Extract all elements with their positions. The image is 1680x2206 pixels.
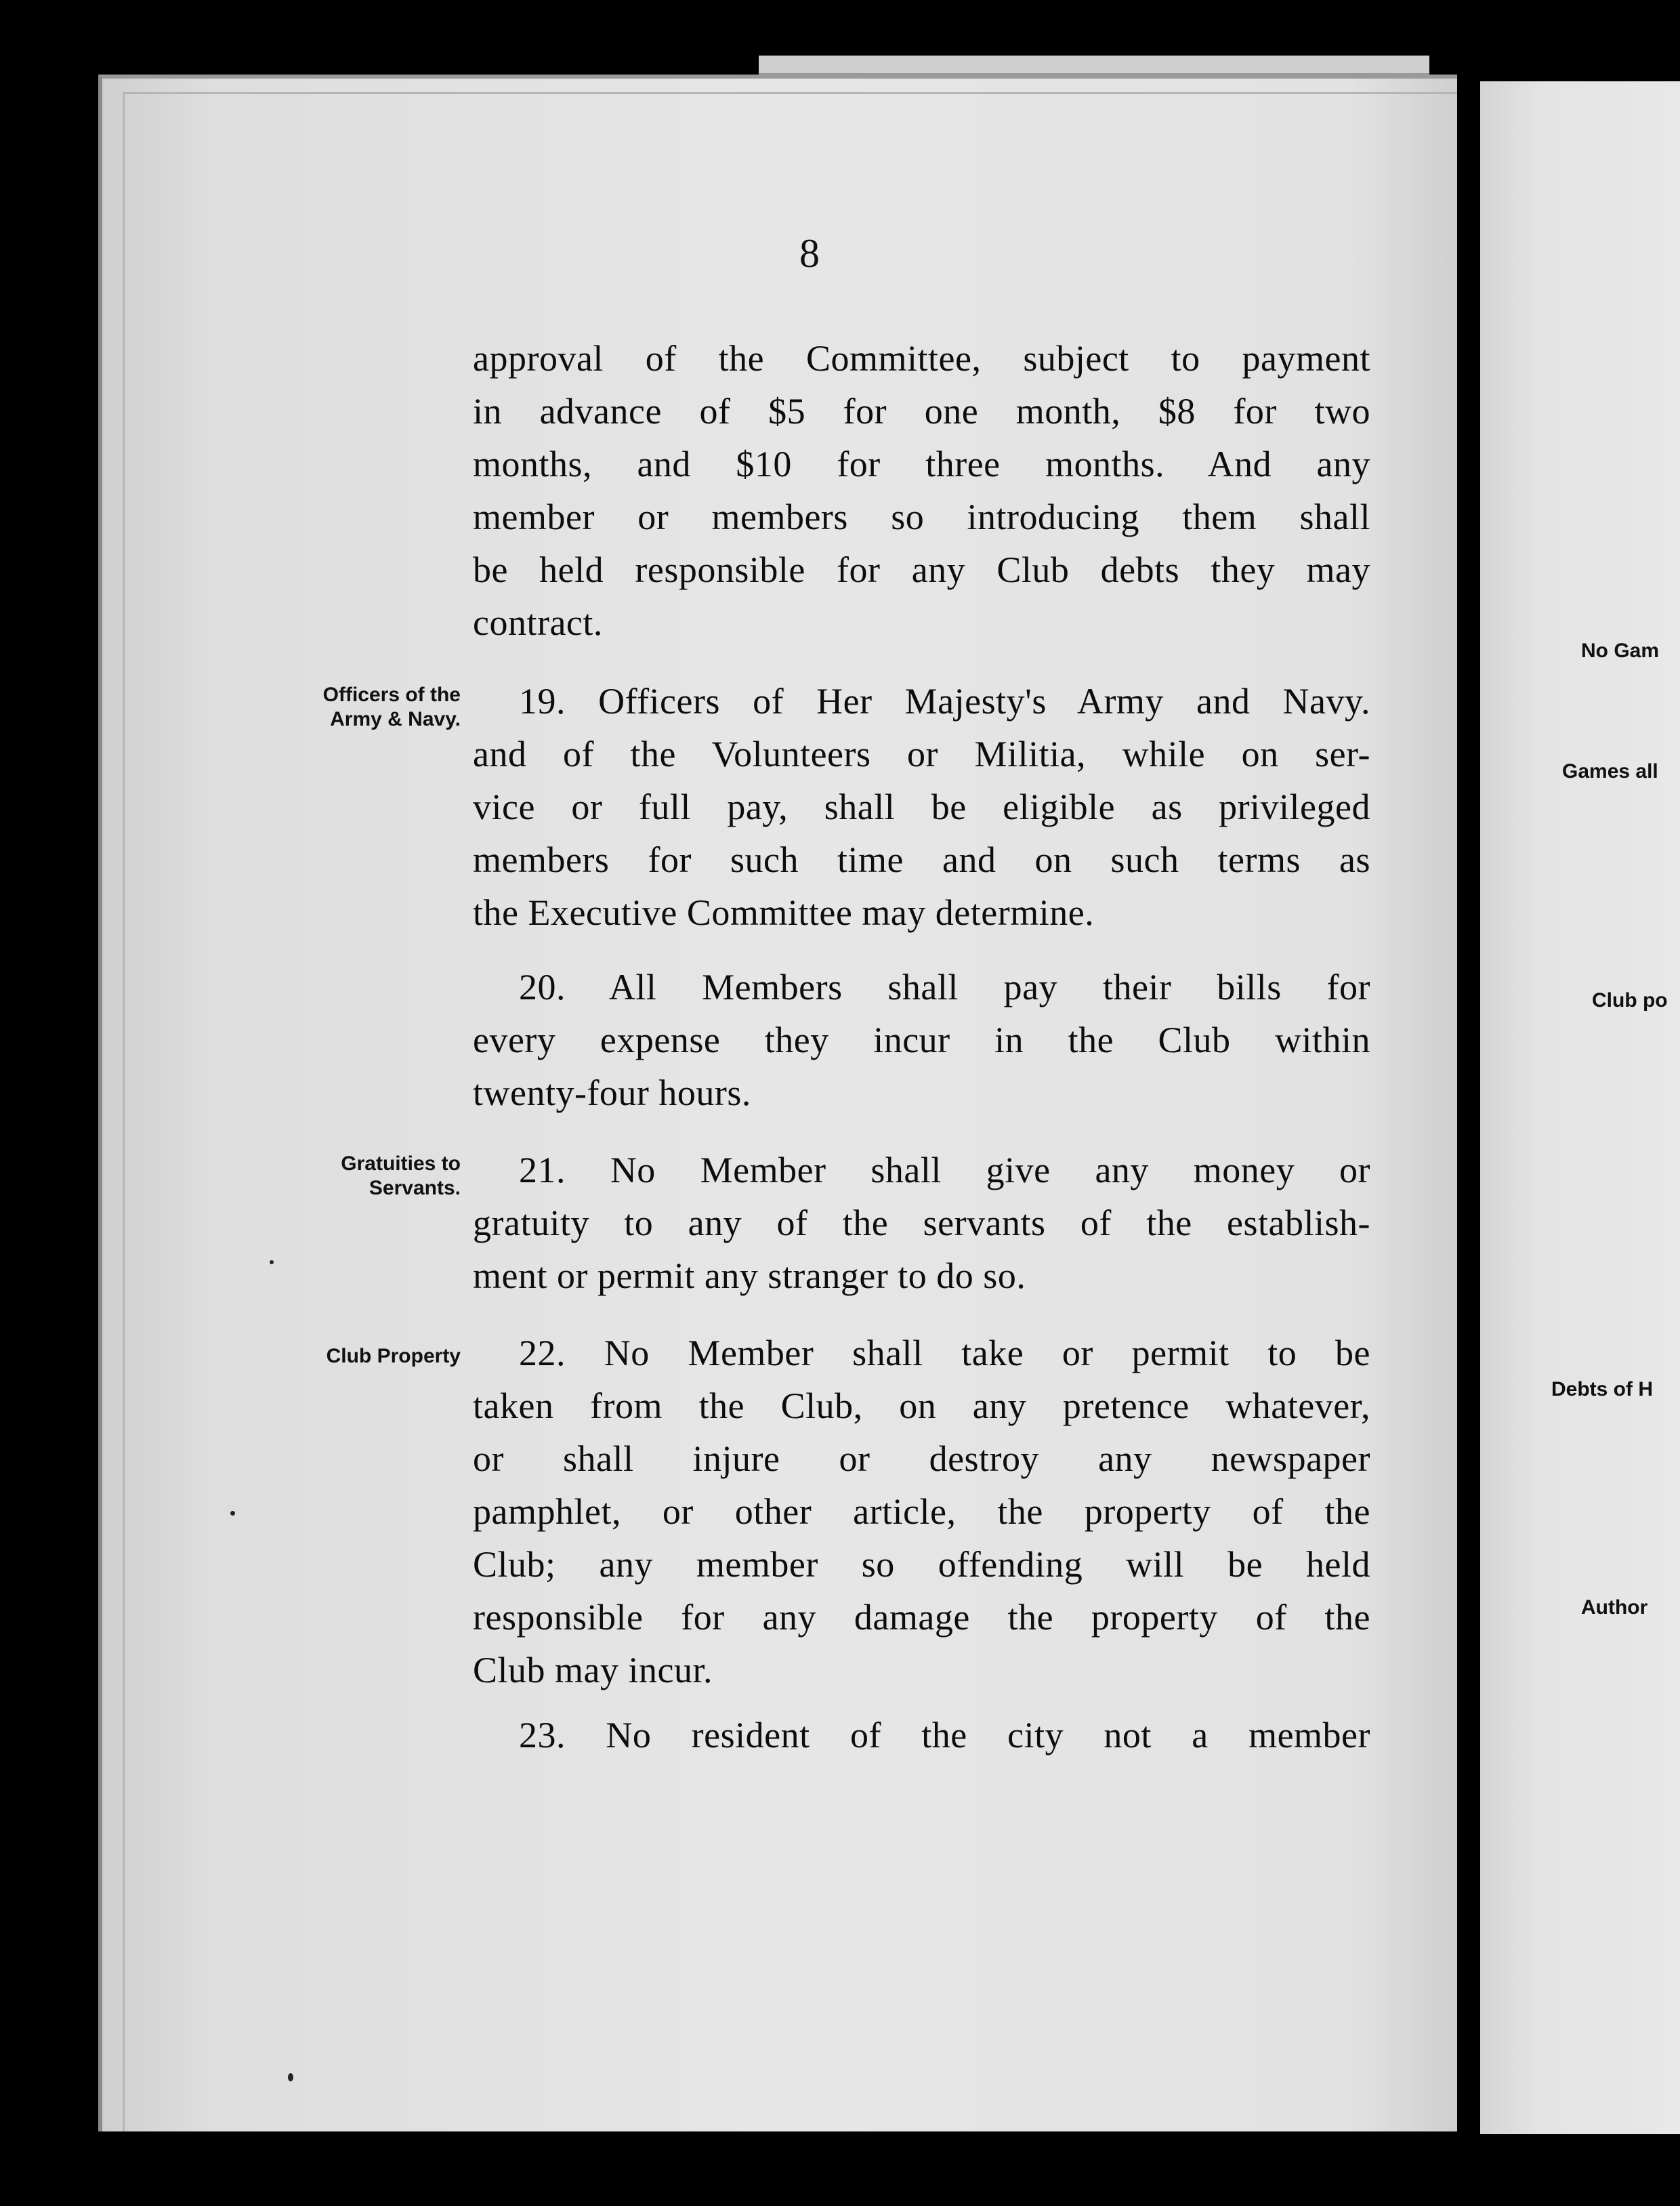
body-line: Club; any member so offending will be held <box>473 1544 1370 1585</box>
body-line: the Executive Committee may determine. <box>473 892 1095 933</box>
body-line: ment or permit any stranger to do so. <box>473 1255 1026 1296</box>
body-line: in advance of $5 for one month, $8 for two <box>473 391 1370 432</box>
body-line: members for such time and on such terms as <box>473 839 1370 880</box>
right-page-note: Debts of H <box>1551 1378 1653 1400</box>
body-line: months, and $10 for three months. And any <box>473 444 1370 484</box>
section-23-heading-line: 23. No resident of the city not a member <box>519 1715 1370 1755</box>
body-line: member or members so introducing them shall <box>473 497 1370 537</box>
body-line: be held responsible for any Club debts they may <box>473 549 1370 590</box>
section-19-heading-line: 19. Officers of Her Majesty's Army and Navy. <box>519 681 1370 722</box>
body-line: approval of the Committee, subject to payment <box>473 338 1370 379</box>
margin-note-gratuities: Gratuities to Servants. <box>341 1152 461 1199</box>
scan-speck <box>270 1260 274 1264</box>
body-line: Club may incur. <box>473 1650 713 1690</box>
body-line: taken from the Club, on any pretence whatever, <box>473 1386 1370 1426</box>
margin-note-officers: Officers of the Army & Navy. <box>322 684 461 730</box>
margin-note-club-property: Club Property <box>326 1345 461 1367</box>
right-page-note: No Gam <box>1581 640 1660 662</box>
body-line: vice or full pay, shall be eligible as privileged <box>473 787 1370 827</box>
right-page-note: Author <box>1581 1596 1648 1619</box>
body-line: twenty-four hours. <box>473 1073 751 1113</box>
body-line: every expense they incur in the Club within <box>473 1020 1370 1060</box>
right-page-note: Club po <box>1592 989 1668 1012</box>
body-line: pamphlet, or other article, the property of the <box>473 1491 1370 1532</box>
page-number: 8 <box>799 231 820 276</box>
body-line: responsible for any damage the property of the <box>473 1597 1370 1638</box>
section-20-heading-line: 20. All Members shall pay their bills for <box>519 967 1370 1007</box>
right-page-note: Games all <box>1562 760 1658 783</box>
body-line: and of the Volunteers or Militia, while on ser- <box>473 734 1370 774</box>
body-line: contract. <box>473 602 603 643</box>
scan-speck <box>230 1511 235 1516</box>
section-21-heading-line: 21. No Member shall give any money or <box>519 1150 1370 1190</box>
right-page <box>1480 81 1680 2134</box>
page-top-edge <box>759 56 1429 75</box>
body-line: gratuity to any of the servants of the establish- <box>473 1203 1370 1243</box>
section-22-heading-line: 22. No Member shall take or permit to be <box>519 1333 1370 1373</box>
scan-speck <box>288 2073 293 2081</box>
body-line: or shall injure or destroy any newspaper <box>473 1438 1370 1479</box>
